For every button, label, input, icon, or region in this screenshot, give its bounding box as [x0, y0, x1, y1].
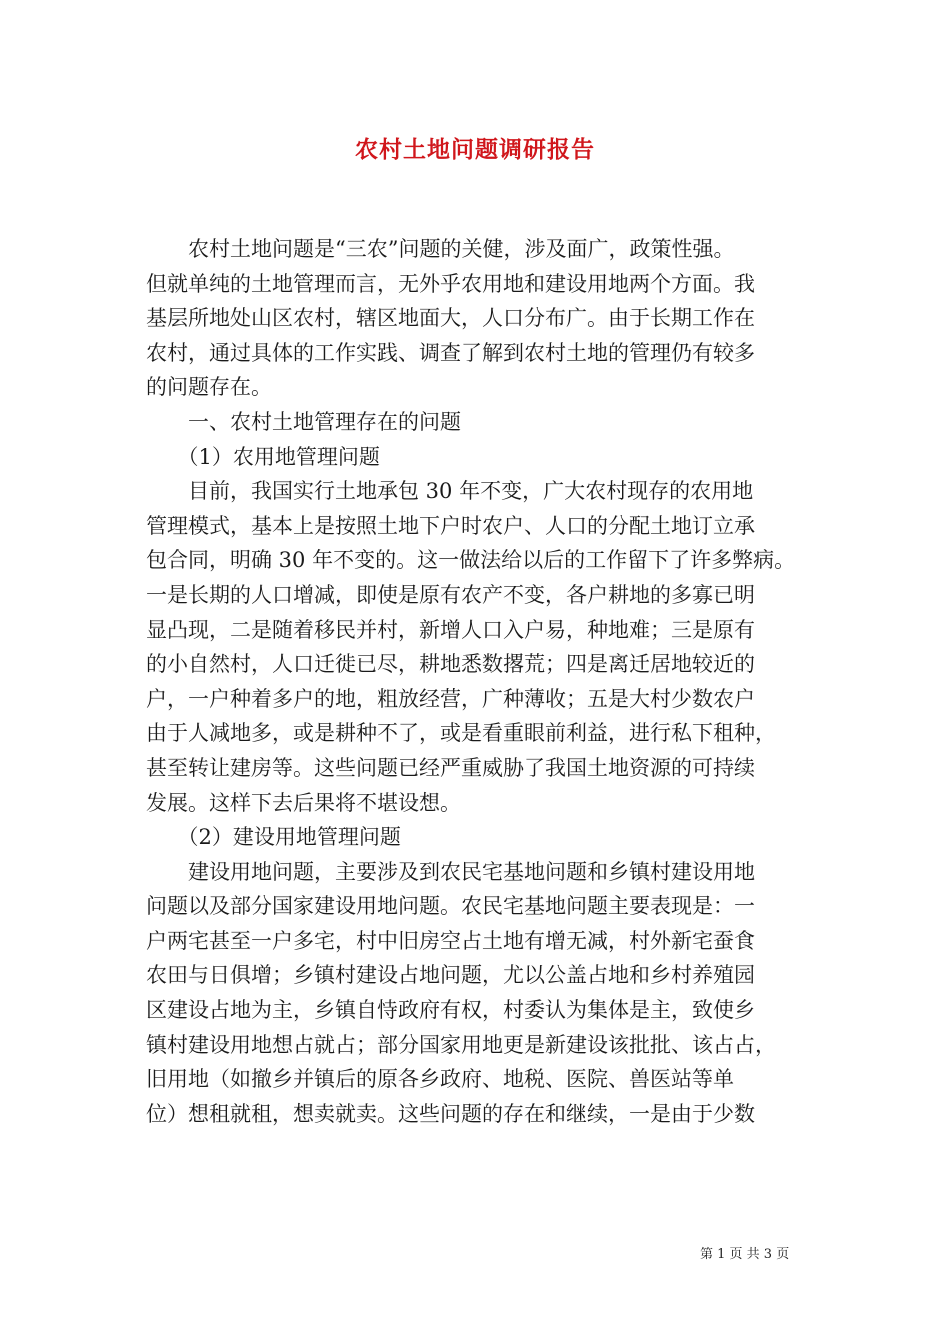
body-line: 问题以及部分国家建设用地问题。农民宅基地问题主要表现是：一	[146, 894, 755, 919]
body-line: 甚至转让建房等。这些问题已经严重威胁了我国土地资源的可持续	[146, 755, 755, 780]
body-line: 镇村建设用地想占就占；部分国家用地更是新建设该批批、该占占，	[146, 1032, 776, 1057]
section-heading: 一、农村土地管理存在的问题	[146, 409, 461, 434]
body-line: 显凸现，二是随着移民并村，新增人口入户易，种地难；三是原有	[146, 617, 755, 642]
body-line: 的小自然村，人口迁徙已尽，耕地悉数撂荒；四是离迁居地较近的	[146, 652, 755, 677]
body-line: 农村，通过具体的工作实践、调查了解到农村土地的管理仍有较多	[146, 340, 755, 365]
body-line: 户两宅甚至一户多宅，村中旧房空占土地有增无减，村外新宅蚕食	[146, 928, 755, 953]
body-line: 旧用地（如撤乡并镇后的原各乡政府、地税、医院、兽医站等单	[146, 1067, 734, 1092]
body-line: 户，一户种着多户的地，粗放经营，广种薄收；五是大村少数农户	[146, 686, 755, 711]
document-body	[146, 232, 826, 1131]
document-title: 农村土地问题调研报告	[355, 136, 595, 163]
body-line: 目前，我国实行土地承包 30 年不变，广大农村现存的农用地	[146, 479, 754, 504]
body-line: 一是长期的人口增减，即使是原有农产不变，各户耕地的多寡已明	[146, 582, 755, 607]
body-line: 的问题存在。	[146, 375, 272, 400]
body-line: 农村土地问题是“三农”问题的关健，涉及面广，政策性强。	[146, 237, 735, 261]
body-line: 由于人减地多，或是耕种不了，或是看重眼前利益，进行私下租种，	[146, 721, 776, 746]
body-line: 建设用地问题，主要涉及到农民宅基地问题和乡镇村建设用地	[146, 859, 755, 884]
body-line: 区建设占地为主，乡镇自恃政府有权，村委认为集体是主，致使乡	[146, 998, 755, 1023]
subsection-heading: （1）农用地管理问题	[146, 444, 380, 469]
body-line: 位）想租就租，想卖就卖。这些问题的存在和继续，一是由于少数	[146, 1101, 755, 1126]
body-line: 农田与日俱增；乡镇村建设占地问题，尤以公盖占地和乡村养殖园	[146, 963, 755, 988]
body-line: 管理模式，基本上是按照土地下户时农户、人口的分配土地订立承	[146, 513, 755, 538]
page-number-footer: 第 1 页 共 3 页	[700, 1247, 790, 1262]
body-line: 发展。这样下去后果将不堪设想。	[146, 790, 461, 815]
body-line: 包合同，明确 30 年不变的。这一做法给以后的工作留下了许多弊病。	[146, 548, 796, 573]
body-line: 基层所地处山区农村，辖区地面大，人口分布广。由于长期工作在	[146, 306, 755, 331]
subsection-heading: （2）建设用地管理问题	[146, 825, 401, 850]
body-line: 但就单纯的土地管理而言，无外乎农用地和建设用地两个方面。我	[146, 271, 755, 296]
